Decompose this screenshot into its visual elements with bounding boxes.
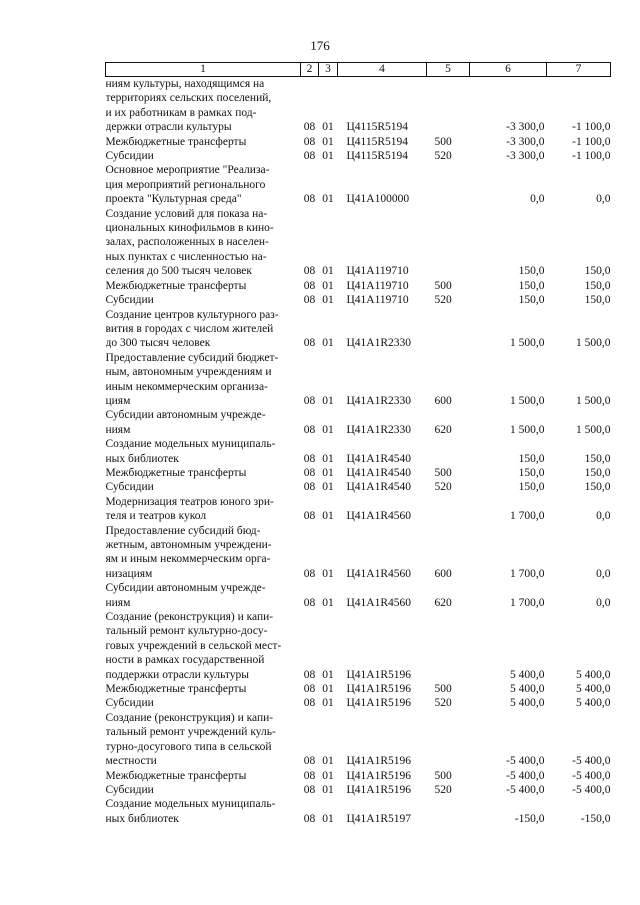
row-name-line: Создание (реконструкция) и капи- [105, 711, 274, 724]
target-article-code: Ц41А1R5197 [346, 812, 412, 825]
section-code: 08 [303, 265, 316, 278]
expense-type-code [427, 308, 470, 351]
amount-year-2: 150,0 [584, 452, 611, 465]
expense-type-code [427, 797, 470, 826]
expense-type-code [427, 163, 470, 206]
target-article-code: Ц41А119710 [346, 279, 409, 292]
row-name-line: ция мероприятий регионального [105, 178, 266, 191]
table-row [106, 524, 611, 582]
row-name [106, 480, 301, 494]
expense-type-code: 600 [434, 567, 452, 580]
row-name-line: говых учреждений в сельской мест- [105, 639, 282, 652]
amount-year-1: 1 700,0 [510, 567, 545, 580]
amount-year-2: 0,0 [596, 567, 611, 580]
row-name [106, 308, 301, 351]
header-cell: 3 [319, 63, 338, 77]
amount-year-1: 150,0 [518, 452, 545, 465]
table-row [106, 437, 611, 466]
amount-year-1: 1 500,0 [510, 394, 545, 407]
section-code: 08 [303, 481, 316, 494]
section-code: 08 [303, 683, 316, 696]
target-article-code: Ц41А1R2330 [346, 394, 412, 407]
row-name [106, 769, 301, 783]
subsection-code: 01 [322, 668, 334, 681]
row-name-line: ниям культуры, находящимся на [105, 78, 265, 90]
row-name-line: Модернизация театров юного зри- [105, 495, 274, 508]
row-name-line: вития в городах с числом жителей [105, 322, 274, 335]
row-name-line: жетным, автономным учреждени- [105, 539, 272, 551]
header-cell: 4 [338, 63, 427, 77]
section-code: 08 [303, 135, 316, 148]
row-name-line: Субсидии [105, 294, 154, 307]
amount-year-2: 0,0 [596, 596, 611, 609]
row-name-line: Межбюджетные трансферты [105, 466, 247, 479]
row-name-line: Создание центров культурного раз- [105, 308, 279, 321]
target-article-code: Ц4115R5194 [346, 150, 409, 163]
row-name-line: селения до 500 тысяч человек [105, 265, 253, 278]
target-article-code: Ц41А1R4540 [346, 466, 412, 479]
subsection-code: 01 [322, 697, 334, 710]
subsection-code: 01 [322, 423, 334, 436]
section-code: 08 [303, 150, 316, 163]
amount-year-2: 150,0 [584, 279, 611, 292]
section-code: 08 [303, 783, 316, 796]
amount-year-1: 1 500,0 [510, 337, 545, 350]
row-name [106, 408, 301, 437]
table-row [106, 279, 611, 293]
subsection-code: 01 [322, 466, 334, 479]
amount-year-2: 5 400,0 [576, 697, 611, 710]
row-name [106, 135, 301, 149]
amount-year-1: -150,0 [514, 812, 545, 825]
amount-year-1: -3 300,0 [506, 135, 545, 148]
subsection-code: 01 [322, 769, 334, 782]
row-name-line: Субсидии [105, 783, 154, 796]
table-body [106, 77, 611, 827]
amount-year-1: 0,0 [530, 193, 545, 206]
table-row [106, 711, 611, 769]
target-article-code: Ц41А100000 [346, 193, 410, 206]
target-article-code: Ц41А1R4560 [346, 510, 412, 523]
amount-year-1: 1 700,0 [510, 510, 545, 523]
section-code: 08 [303, 394, 316, 407]
section-code: 08 [303, 279, 316, 292]
row-name-line: Создание модельных муниципаль- [105, 798, 276, 811]
row-name-line: ных библиотек [105, 452, 179, 465]
header-cell: 2 [301, 63, 319, 77]
amount-year-2: -5 400,0 [572, 769, 611, 782]
subsection-code: 01 [322, 596, 334, 609]
table-header-row [106, 63, 611, 77]
row-name-line: циям [105, 394, 131, 407]
amount-year-1: 5 400,0 [510, 697, 545, 710]
amount-year-2: -1 100,0 [572, 121, 611, 134]
subsection-code: 01 [322, 510, 334, 523]
row-name [106, 207, 301, 279]
subsection-code: 01 [322, 265, 334, 278]
subsection-code: 01 [322, 783, 334, 796]
amount-year-2: -5 400,0 [572, 755, 611, 768]
row-name-line: Межбюджетные трансферты [105, 769, 247, 782]
row-name-line: Основное мероприятие "Реализа- [105, 164, 270, 177]
table-row [106, 408, 611, 437]
row-name-line: ниям [105, 423, 131, 436]
amount-year-2: -150,0 [580, 812, 611, 825]
row-name [106, 682, 301, 696]
target-article-code: Ц41А1R4560 [346, 596, 412, 609]
row-name-line: Предоставление субсидий бюд- [105, 524, 261, 537]
row-name [106, 495, 301, 524]
subsection-code: 01 [322, 193, 334, 206]
section-code: 08 [303, 697, 316, 710]
row-name-line: Межбюджетные трансферты [105, 683, 247, 696]
expense-type-code: 620 [434, 596, 452, 609]
row-name [106, 524, 301, 582]
subsection-code: 01 [322, 755, 334, 768]
amount-year-2: -5 400,0 [572, 783, 611, 796]
amount-year-2: 1 500,0 [576, 423, 611, 436]
section-code: 08 [303, 337, 316, 350]
expense-type-code: 600 [434, 394, 452, 407]
row-name [106, 711, 301, 769]
target-article-code: Ц41А1R5196 [346, 755, 412, 768]
target-article-code: Ц41А1R5196 [346, 769, 412, 782]
amount-year-2: 150,0 [584, 265, 611, 278]
row-name [106, 783, 301, 797]
amount-year-1: -5 400,0 [506, 769, 545, 782]
amount-year-2: 5 400,0 [576, 683, 611, 696]
amount-year-2: 150,0 [584, 466, 611, 479]
row-name-line: Создание условий для показа на- [105, 207, 268, 220]
row-name-line: иным некоммерческим организа- [105, 380, 268, 393]
subsection-code: 01 [322, 337, 334, 350]
expense-type-code [427, 610, 470, 682]
row-name-line: ям и иным некоммерческим орга- [105, 553, 271, 566]
row-name-line: ных библиотек [105, 812, 179, 825]
amount-year-1: 150,0 [518, 466, 545, 479]
section-code: 08 [303, 294, 316, 307]
section-code: 08 [303, 668, 316, 681]
target-article-code: Ц41А1R4540 [346, 481, 412, 494]
target-article-code: Ц4115R5194 [346, 121, 409, 134]
subsection-code: 01 [322, 452, 334, 465]
expense-type-code: 620 [434, 423, 452, 436]
table-row [106, 466, 611, 480]
row-name [106, 610, 301, 682]
amount-year-1: 5 400,0 [510, 683, 545, 696]
table-row [106, 293, 611, 307]
expense-type-code: 520 [434, 783, 452, 796]
table-row [106, 696, 611, 710]
amount-year-1: 150,0 [518, 294, 545, 307]
table-row [106, 769, 611, 783]
row-name-line: низациям [105, 567, 153, 580]
expense-type-code [427, 77, 470, 135]
subsection-code: 01 [322, 567, 334, 580]
subsection-code: 01 [322, 394, 334, 407]
target-article-code: Ц41А1R5196 [346, 668, 412, 681]
expense-type-code: 520 [434, 697, 452, 710]
row-name-line: Субсидии автономным учрежде- [105, 409, 266, 422]
amount-year-2: 1 500,0 [576, 394, 611, 407]
section-code: 08 [303, 812, 316, 825]
amount-year-1: 150,0 [518, 279, 545, 292]
page-number: 176 [310, 38, 330, 53]
amount-year-1: 5 400,0 [510, 668, 545, 681]
amount-year-2: 1 500,0 [576, 337, 611, 350]
row-name-line: Создание (реконструкция) и капи- [105, 611, 274, 624]
row-name-line: местности [105, 755, 157, 768]
expense-type-code [427, 711, 470, 769]
row-name [106, 581, 301, 610]
target-article-code: Ц41А1R4540 [346, 452, 412, 465]
expense-type-code [427, 207, 470, 279]
expense-type-code: 520 [434, 150, 452, 163]
row-name-line: Субсидии [105, 150, 154, 163]
expense-type-code: 520 [434, 481, 452, 494]
row-name [106, 149, 301, 163]
table-row [106, 480, 611, 494]
expense-type-code: 500 [434, 683, 452, 696]
section-code: 08 [303, 466, 316, 479]
row-name-line: Субсидии [105, 697, 154, 710]
row-name-line: и их работникам в рамках под- [105, 106, 257, 119]
header-cell: 5 [427, 63, 470, 77]
row-name [106, 351, 301, 409]
header-cell: 1 [106, 63, 301, 77]
subsection-code: 01 [322, 683, 334, 696]
header-cell: 6 [470, 63, 547, 77]
target-article-code: Ц41А1R5196 [346, 697, 412, 710]
subsection-code: 01 [322, 279, 334, 292]
section-code: 08 [303, 121, 316, 134]
row-name-line: ным, автономным учреждениям и [105, 366, 272, 379]
row-name-line: Межбюджетные трансферты [105, 135, 247, 148]
amount-year-2: 0,0 [596, 510, 611, 523]
target-article-code: Ц41А1R2330 [346, 423, 412, 436]
section-code: 08 [303, 452, 316, 465]
row-name-line: Создание модельных муниципаль- [105, 438, 276, 451]
row-name-line: территориях сельских поселений, [105, 92, 272, 105]
row-name-line: турно-досугового типа в сельской [105, 740, 272, 753]
table-row [106, 610, 611, 682]
table-row [106, 351, 611, 409]
section-code: 08 [303, 596, 316, 609]
subsection-code: 01 [322, 294, 334, 307]
target-article-code: Ц41А1R4560 [346, 567, 412, 580]
row-name-line: ных пунктах с численностью на- [105, 250, 267, 263]
subsection-code: 01 [322, 135, 334, 148]
row-name-line: тальный ремонт культурно-досу- [105, 625, 268, 638]
row-name-line: держки отрасли культуры [105, 121, 232, 134]
expense-type-code: 500 [434, 135, 452, 148]
row-name-line: поддержки отрасли культуры [105, 668, 249, 681]
amount-year-1: 1 700,0 [510, 596, 545, 609]
row-name-line: теля и театров кукол [105, 510, 207, 523]
section-code: 08 [303, 755, 316, 768]
subsection-code: 01 [322, 812, 334, 825]
budget-table [105, 62, 611, 826]
expense-type-code: 500 [434, 279, 452, 292]
section-code: 08 [303, 769, 316, 782]
target-article-code: Ц4115R5194 [346, 135, 409, 148]
target-article-code: Ц41А1R5196 [346, 783, 412, 796]
amount-year-1: 150,0 [518, 265, 545, 278]
row-name [106, 437, 301, 466]
row-name-line: Субсидии автономным учрежде- [105, 582, 266, 595]
amount-year-1: -5 400,0 [506, 755, 545, 768]
subsection-code: 01 [322, 150, 334, 163]
amount-year-1: 1 500,0 [510, 423, 545, 436]
subsection-code: 01 [322, 121, 334, 134]
amount-year-2: 5 400,0 [576, 668, 611, 681]
expense-type-code: 500 [434, 769, 452, 782]
table-row [106, 77, 611, 135]
amount-year-2: 150,0 [584, 294, 611, 307]
section-code: 08 [303, 510, 316, 523]
amount-year-1: -5 400,0 [506, 783, 545, 796]
expense-type-code: 500 [434, 466, 452, 479]
row-name [106, 696, 301, 710]
row-name-line: ниям [105, 596, 131, 609]
row-name [106, 163, 301, 206]
row-name-line: залах, расположенных в населен- [105, 236, 269, 249]
target-article-code: Ц41А119710 [346, 294, 409, 307]
amount-year-2: 150,0 [584, 481, 611, 494]
target-article-code: Ц41А119710 [346, 265, 409, 278]
table-row [106, 495, 611, 524]
row-name-line: тальный ремонт учреждений куль- [105, 726, 276, 739]
section-code: 08 [303, 567, 316, 580]
table-row [106, 149, 611, 163]
row-name [106, 293, 301, 307]
section-code: 08 [303, 193, 316, 206]
expense-type-code [427, 495, 470, 524]
table-row [106, 207, 611, 279]
amount-year-2: 0,0 [596, 193, 611, 206]
expense-type-code: 520 [434, 294, 452, 307]
row-name-line: до 300 тысяч человек [105, 337, 211, 350]
section-code: 08 [303, 423, 316, 436]
row-name [106, 77, 301, 135]
header-cell: 7 [547, 63, 611, 77]
table-row [106, 163, 611, 206]
row-name-line: Субсидии [105, 481, 154, 494]
amount-year-1: -3 300,0 [506, 121, 545, 134]
row-name [106, 797, 301, 826]
row-name-line: Предоставление субсидий бюджет- [105, 351, 279, 364]
amount-year-2: -1 100,0 [572, 150, 611, 163]
row-name [106, 279, 301, 293]
row-name-line: циональных кинофильмов в кино- [105, 222, 274, 235]
row-name-line: ности в рамках государственной [105, 654, 265, 667]
row-name [106, 466, 301, 480]
target-article-code: Ц41А1R5196 [346, 683, 412, 696]
table-row [106, 682, 611, 696]
table-row [106, 797, 611, 826]
table-row [106, 581, 611, 610]
row-name-line: проекта "Культурная среда" [105, 193, 242, 206]
subsection-code: 01 [322, 481, 334, 494]
table-row [106, 308, 611, 351]
amount-year-2: -1 100,0 [572, 135, 611, 148]
row-name-line: Межбюджетные трансферты [105, 279, 247, 292]
target-article-code: Ц41А1R2330 [346, 337, 412, 350]
expense-type-code [427, 437, 470, 466]
amount-year-1: -3 300,0 [506, 150, 545, 163]
table-row [106, 783, 611, 797]
amount-year-1: 150,0 [518, 481, 545, 494]
table-row [106, 135, 611, 149]
